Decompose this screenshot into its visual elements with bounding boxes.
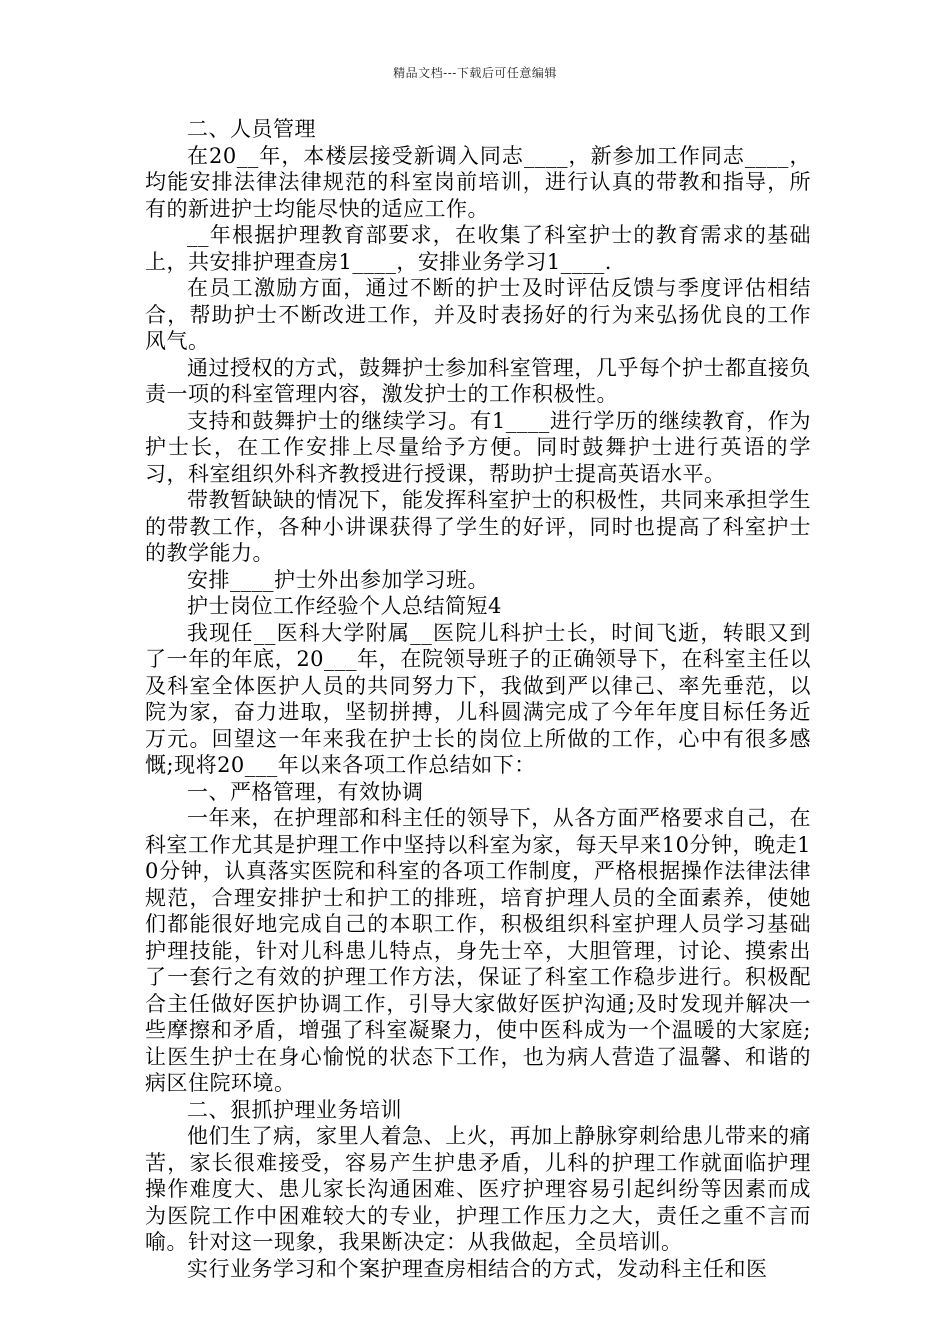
paragraph-business-study: 实行业务学习和个案护理查房相结合的方式，发动科主任和医	[187, 1256, 768, 1281]
paragraph-intro: 我现任__医科大学附属__医院儿科护士长，时间飞逝，转眼又到了一年的年底，20___年，在院领导班子的正确领导下，在科室主任以及科室全体医护人员的共同努力下，我做到严以律己、率先垂范，以院为家，奋力进取，坚韧拼搏，儿科圆满完成了今年年度目标任务近万元。回望这一年来我在护士长的岗位上所做的工作，心中有很多感慨;现将20___年以来各项工作总结如下：	[145, 620, 811, 777]
paragraph-teaching: 带教暂缺缺的情况下，能发挥科室护士的积极性，共同来承担学生的带教工作，各种小讲课获得了学生的好评，同时也提高了科室护士的教学能力。	[145, 488, 811, 565]
section-heading-management: 一、严格管理，有效协调	[187, 779, 424, 804]
paragraph-authorization: 通过授权的方式，鼓舞护士参加科室管理，几乎每个护士都直接负责一项的科室管理内容，激发护士的工作积极性。	[145, 355, 811, 406]
paragraph-education-plan: __年根据护理教育部要求，在收集了科室护士的教育需求的基础上，共安排护理查房1____，安排业务学习1____.	[145, 223, 811, 274]
paragraph-new-staff: 在20__年，本楼层接受新调入同志____，新参加工作同志____，均能安排法律法律规范的科室岗前培训，进行认真的带教和指导，所有的新进护士均能尽快的适应工作。	[145, 143, 811, 221]
section-heading-personnel: 二、人员管理	[187, 117, 316, 141]
section-title-summary-4: 护士岗位工作经验个人总结简短4	[187, 594, 502, 618]
paragraph-continuing-education: 支持和鼓舞护士的继续学习。有1____进行学历的继续教育，作为护士长，在工作安排上尽量给予方便。同时鼓舞护士进行英语的学习，科室组织外科齐教授进行授课，帮助护士提高英语水平。	[145, 408, 811, 486]
page-header: 精品文档---下载后可任意编辑	[393, 66, 557, 80]
paragraph-management: 一年来，在护理部和科主任的领导下，从各方面严格要求自己，在科室工作尤其是护理工作中坚持以科室为家，每天早来10分钟，晚走10分钟，认真落实医院和科室的各项工作制度，严格根据操作法律法律规范，合理安排护士和护工的排班，培育护理人员的全面素养，使她们都能很好地完成自己的本职工作，积极组织科室护理人员学习基础护理技能，针对儿科患儿特点，身先士卒，大胆管理，讨论、摸索出了一套行之有效的护理工作方法，保证了科室工作稳步进行。积极配合主任做好医护协调工作，引导大家做好医护沟通;及时发现并解决一些摩擦和矛盾，增强了科室凝聚力，使中医科成为一个温暖的大家庭;让医生护士在身心愉悦的状态下工作，也为病人营造了温馨、和谐的病区住院环境。	[145, 806, 811, 1095]
paragraph-incentive: 在员工激励方面，通过不断的护士及时评估反馈与季度评估相结合，帮助护士不断改进工作，并及时表扬好的行为来弘扬优良的工作风气。	[145, 276, 811, 353]
paragraph-training-class: 安排____护士外出参加学习班。	[187, 567, 489, 592]
section-heading-training: 二、狠抓护理业务培训	[187, 1097, 402, 1122]
document-body	[145, 116, 811, 1282]
paragraph-training: 他们生了病，家里人着急、上火，再加上静脉穿刺给患儿带来的痛苦，家长很难接受，容易产生护患矛盾，儿科的护理工作就面临护理操作难度大、患儿家长沟通困难、医疗护理容易引起纠纷等因素而成为医院工作中困难较大的专业，护理工作压力之大，责任之重不言而喻。针对这一现象，我果断决定：从我做起，全员培训。	[145, 1124, 811, 1254]
